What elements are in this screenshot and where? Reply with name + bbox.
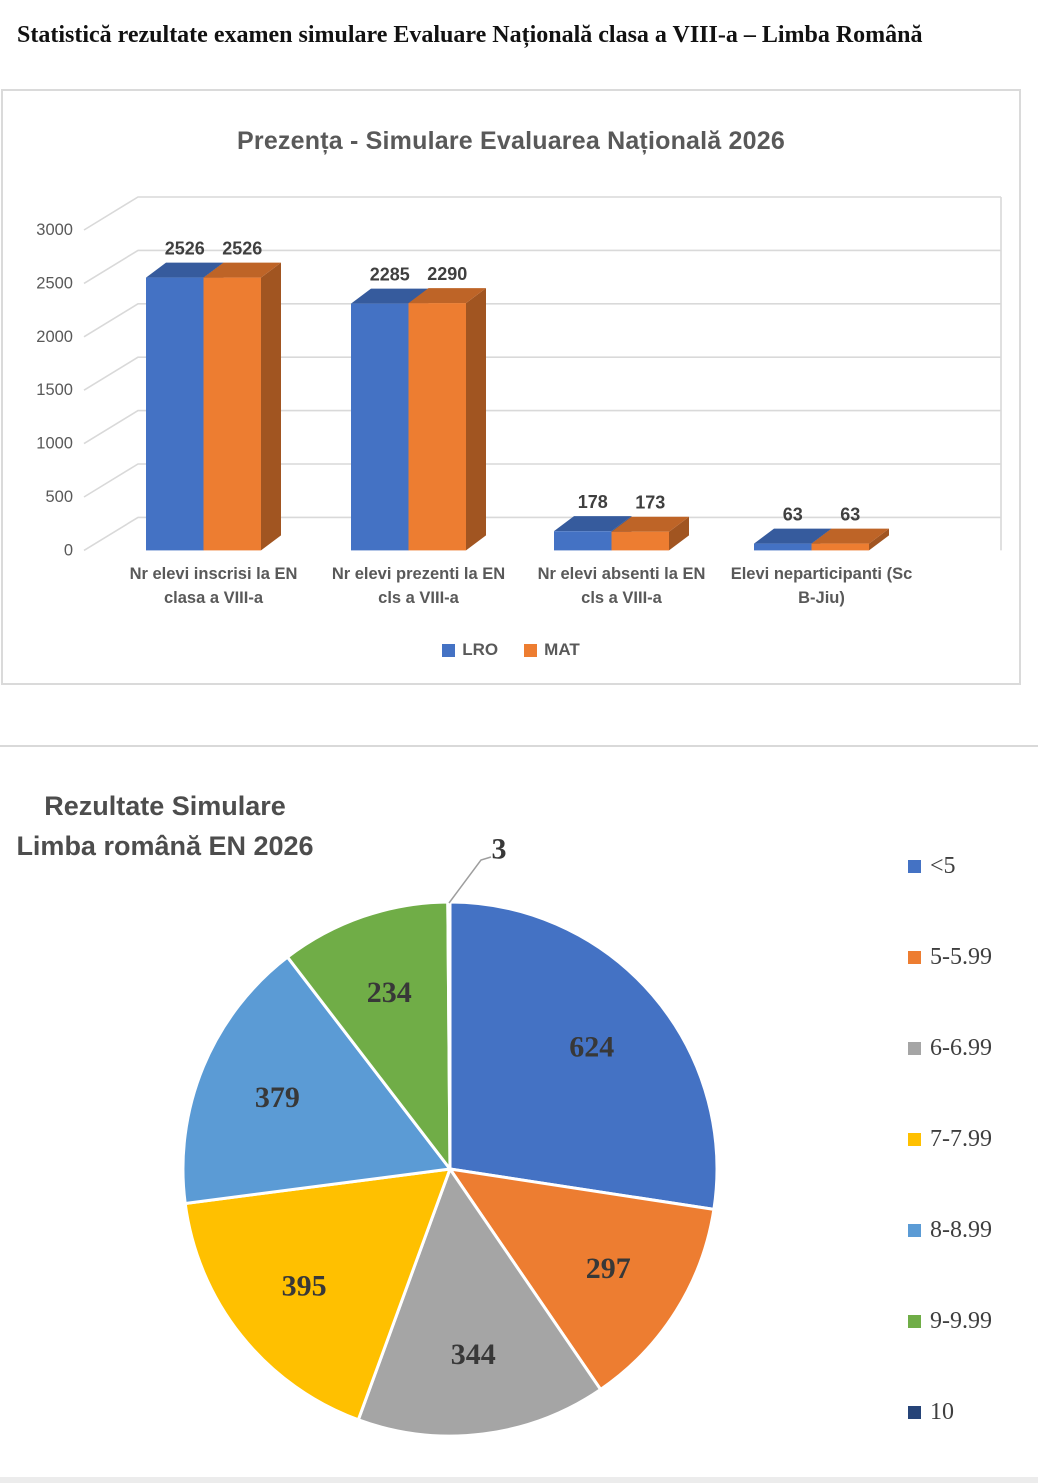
category-label-0-line-0: Nr elevi inscrisi la EN — [129, 565, 298, 583]
legend-item-7-799 — [908, 1121, 992, 1157]
legend-label-mat: MAT — [544, 640, 580, 659]
gridline-3000 — [84, 197, 1001, 230]
pie-chart-title — [8, 786, 322, 866]
pie-callout-line — [449, 857, 491, 903]
legend-label-8-899: 8-8.99 — [930, 1216, 992, 1243]
category-label-2-line-0: Nr elevi absenti la EN — [537, 565, 706, 583]
legend-label-9-999: 9-9.99 — [930, 1307, 992, 1334]
document-title: Statistică rezultate examen simulare Evaluare Națională clasa a VIII-a – Limba Română — [17, 22, 923, 48]
y-axis-tick-500: 500 — [45, 488, 73, 506]
legend-item-6-699 — [908, 1030, 992, 1066]
legend-swatch-6-699-icon — [908, 1042, 921, 1055]
legend-swatch-10-icon — [908, 1406, 921, 1419]
legend-item-5-599 — [908, 939, 992, 975]
legend-label-7-799: 7-7.99 — [930, 1125, 992, 1152]
category-label-0-line-1: clasa a VIII-a — [163, 589, 264, 607]
legend-item-9-999 — [908, 1303, 992, 1339]
bar-value-label-MAT-1: 2290 — [427, 264, 468, 285]
bar-MAT-1 — [409, 303, 467, 550]
bar-value-label-LRO-3: 63 — [782, 504, 803, 525]
bar-value-label-LRO-1: 2285 — [369, 264, 410, 285]
y-axis-tick-1500: 1500 — [36, 381, 73, 400]
bar-chart-legend — [3, 640, 1019, 660]
legend-swatch-7-799-icon — [908, 1133, 921, 1146]
y-axis-tick-2000: 2000 — [36, 327, 73, 346]
y-axis-tick-0: 0 — [63, 541, 73, 560]
category-label-1-line-1: cls a VIII-a — [378, 589, 459, 607]
category-label-1-line-0: Nr elevi prezenti la EN — [331, 565, 506, 583]
bar-side-MAT-1 — [466, 288, 486, 550]
bar-value-label-MAT-0: 2526 — [222, 238, 263, 259]
bar-value-label-MAT-3: 63 — [840, 504, 861, 525]
bar-LRO-0 — [146, 278, 204, 551]
bar-value-label-MAT-2: 173 — [635, 492, 666, 513]
legend-item-lro — [442, 640, 498, 660]
pie-value-label-7-7.99: 395 — [281, 1269, 327, 1303]
bar-value-label-LRO-0: 2526 — [164, 238, 205, 259]
legend-label-lt5: <5 — [930, 852, 956, 879]
bar-MAT-3 — [812, 544, 870, 551]
y-axis-tick-1000: 1000 — [36, 434, 73, 453]
pie-value-label-9-9.99: 234 — [366, 975, 412, 1009]
category-label-2-line-1: cls a VIII-a — [581, 589, 662, 607]
bar-LRO-3 — [754, 544, 812, 551]
legend-swatch-9-999-icon — [908, 1315, 921, 1328]
pie-title-line-2: Limba română EN 2026 — [16, 831, 314, 861]
pie-title-line-1: Rezultate Simulare — [44, 791, 286, 821]
legend-swatch-lt5-icon — [908, 860, 921, 873]
bar-LRO-2 — [554, 531, 612, 550]
legend-swatch-8-899-icon — [908, 1224, 921, 1237]
legend-item-8-899 — [908, 1212, 992, 1248]
panel-divider — [0, 745, 1038, 747]
page-bottom-edge — [0, 1477, 1038, 1483]
bar-chart-title: Prezența - Simulare Evaluarea Națională 2026 — [237, 127, 785, 155]
pie-value-label-5-5.99: 297 — [585, 1252, 631, 1286]
pie-value-label-8-8.99: 379 — [254, 1080, 300, 1114]
bar-MAT-2 — [612, 532, 670, 551]
category-label-3-line-0: Elevi neparticipanti (Sc — [730, 565, 913, 583]
bar-value-label-LRO-2: 178 — [577, 492, 608, 513]
pie-value-label-<5: 624 — [569, 1030, 615, 1064]
pie-chart-plot — [0, 760, 1038, 1483]
bar-side-MAT-0 — [261, 263, 281, 551]
bar-chart-panel — [1, 89, 1021, 685]
bar-MAT-0 — [204, 278, 262, 551]
category-label-3-line-1: B-Jiu) — [798, 589, 845, 607]
pie-value-label-6-6.99: 344 — [450, 1338, 496, 1371]
pie-callout-label-10: 3 — [491, 832, 507, 866]
legend-label-10: 10 — [930, 1398, 954, 1425]
y-axis-tick-2500: 2500 — [36, 274, 73, 293]
legend-swatch-lro-icon — [442, 644, 455, 657]
legend-item-lt5 — [908, 848, 992, 884]
legend-swatch-mat-icon — [524, 644, 537, 657]
legend-swatch-5-599-icon — [908, 951, 921, 964]
legend-label-5-599: 5-5.99 — [930, 943, 992, 970]
legend-item-mat — [524, 640, 580, 660]
legend-label-lro: LRO — [462, 640, 499, 659]
legend-label-6-699: 6-6.99 — [930, 1034, 992, 1061]
pie-chart-legend — [908, 848, 992, 1430]
bar-LRO-1 — [351, 304, 409, 551]
bar-chart-plot — [3, 91, 1019, 683]
y-axis-tick-3000: 3000 — [36, 221, 73, 239]
legend-item-10 — [908, 1394, 992, 1430]
